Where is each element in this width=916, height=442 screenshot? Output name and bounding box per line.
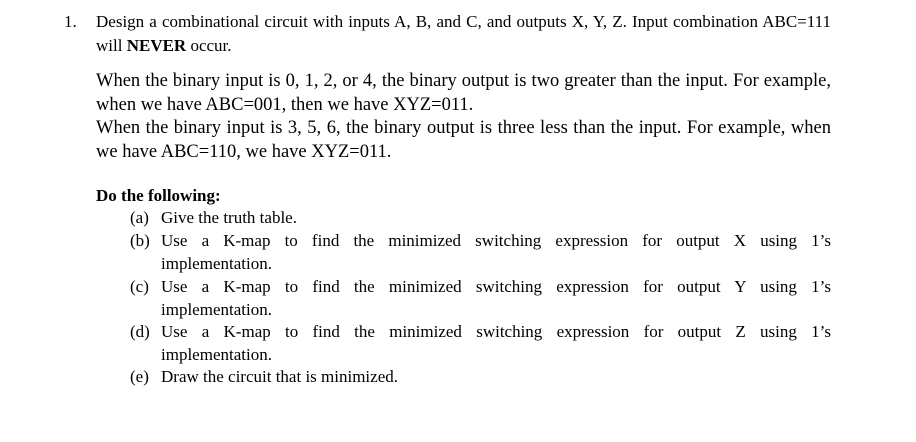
- task-letter: (e): [130, 367, 149, 386]
- task-item-c: [130, 275, 831, 320]
- statement-emphasis: NEVER: [126, 36, 187, 55]
- task-letter: (c): [130, 277, 149, 296]
- task-text-continued: implementation.: [161, 300, 272, 319]
- task-text: Use a K-map to find the minimized switching expression for output Y using 1’s: [161, 277, 831, 296]
- task-list: [130, 206, 831, 388]
- condition-paragraph-2: When the binary input is 3, 5, 6, the binary output is three less than the input. For example, when we have ABC=110, we have XYZ=011.: [96, 118, 831, 162]
- task-item-d: [130, 320, 831, 365]
- statement-text-after: occur.: [190, 36, 232, 55]
- task-letter: (a): [130, 208, 149, 227]
- task-text: Draw the circuit that is minimized.: [161, 367, 398, 386]
- condition-paragraph-1: When the binary input is 0, 1, 2, or 4, the binary output is two greater than the input. For example, when we have ABC=001, then we have XYZ=011.: [96, 71, 831, 115]
- instructions-heading: Do the following:: [96, 186, 221, 205]
- statement-text-before: Design a combinational circuit with inputs A, B, and C, and outputs X, Y, Z. Input combination ABC=111 will: [96, 12, 831, 55]
- task-text: Use a K-map to find the minimized switching expression for output Z using 1’s: [161, 322, 831, 341]
- task-item-b: [130, 229, 831, 275]
- task-text-continued: implementation.: [161, 345, 272, 364]
- problem-number: 1.: [64, 12, 77, 31]
- task-text: Give the truth table.: [161, 208, 297, 227]
- task-text: Use a K-map to find the minimized switching expression for output X using 1’s: [161, 231, 831, 250]
- task-item-e: [130, 365, 831, 388]
- task-letter: (d): [130, 322, 150, 341]
- problem-statement: [96, 10, 831, 58]
- task-letter: (b): [130, 231, 150, 250]
- task-text-continued: implementation.: [161, 254, 272, 273]
- task-item-a: [130, 206, 831, 229]
